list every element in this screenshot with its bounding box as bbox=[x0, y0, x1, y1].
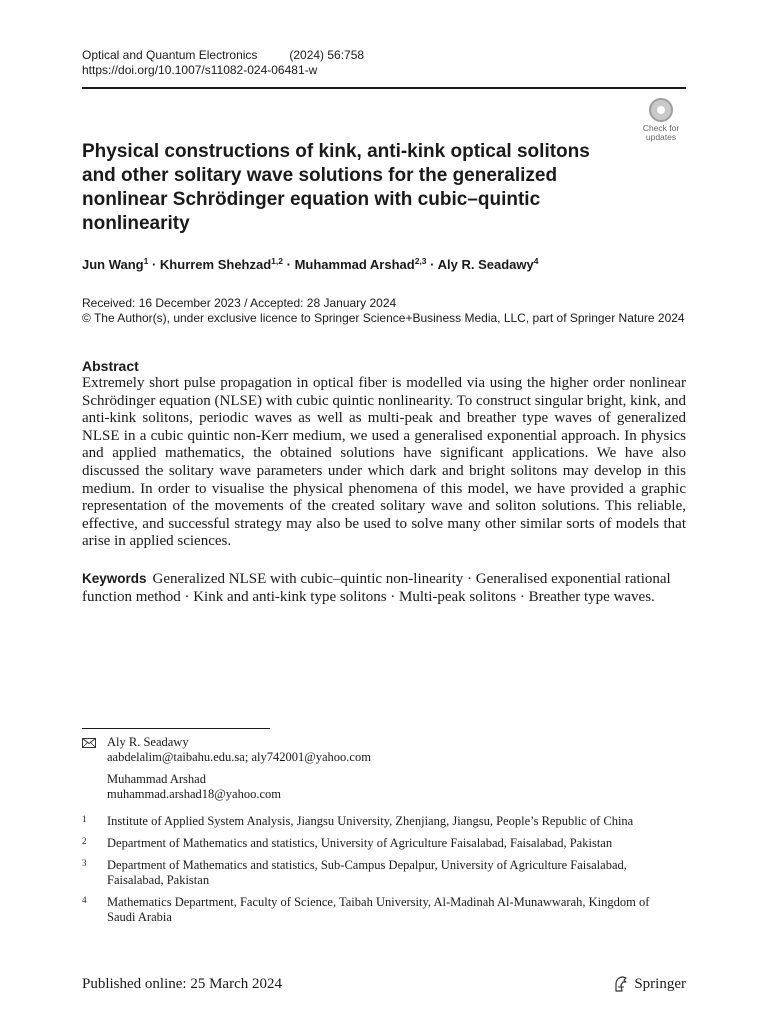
author-affiliation-marker: 4 bbox=[533, 256, 539, 266]
copyright-notice: © The Author(s), under exclusive licence to Springer Science+Business Media, LLC, part of Springer Nature 2024 bbox=[82, 311, 685, 325]
author-separator: · bbox=[283, 257, 295, 272]
keywords-text: Generalized NLSE with cubic–quintic non-linearity · Generalised exponential rational function method · Kink and anti-kink type solitons · Multi-peak solitons · Breather type waves. bbox=[82, 571, 671, 605]
envelope-icon bbox=[82, 738, 96, 748]
author-separator: · bbox=[426, 257, 438, 272]
keywords bbox=[82, 570, 686, 606]
journal-name: Optical and Quantum Electronics bbox=[82, 48, 258, 62]
author-affiliation-marker: 1 bbox=[143, 256, 149, 266]
abstract-text: Extremely short pulse propagation in optical fiber is modelled via using the higher order nonlinear Schrödinger equation (NLSE) with cubic quintic nonlinearity. To construct singular bright, kink, and anti-kink solitons, periodic waves as well as multi-peak and breather type waves of generalized NLSE in a cubic quintic non-Kerr medium, we used a generalised exponential approach. In physics and applied mathematics, the obtained solutions have significant applications. We have also discussed the solitary wave parameters under which dark and bright solitons may develop in this medium. In order to visualise the physical phenomena of this model, we have provided a graphic representation of the movements of the created solitary wave and soliton solutions. This reliable, effective, and successful strategy may also be used to solve many other similar sorts of models that arise in applied sciences. bbox=[82, 375, 686, 550]
check-for-updates-label: Check for updates bbox=[642, 123, 680, 142]
published-online-date: Published online: 25 March 2024 bbox=[82, 976, 282, 992]
corresponding-author-name: Muhammad Arshad bbox=[107, 772, 206, 786]
corresponding-author-name: Aly R. Seadawy bbox=[107, 735, 189, 749]
doi-link[interactable]: https://doi.org/10.1007/s11082-024-06481-w bbox=[82, 63, 318, 77]
author-affiliation-marker: 1,2 bbox=[271, 256, 283, 266]
header-divider bbox=[82, 87, 686, 89]
affiliation-text: Department of Mathematics and statistics, Sub-Campus Depalpur, University of Agriculture Faisalabad, Faisalabad, Pakistan bbox=[107, 858, 627, 887]
journal-header bbox=[82, 48, 686, 78]
footnote-divider bbox=[82, 728, 270, 729]
check-for-updates-icon bbox=[649, 98, 673, 122]
publisher-logo[interactable] bbox=[613, 975, 686, 993]
keywords-label: Keywords bbox=[82, 571, 147, 586]
affiliation-item bbox=[82, 836, 686, 851]
author-name[interactable]: Jun Wang bbox=[82, 257, 144, 272]
correspondence bbox=[82, 735, 686, 809]
publisher-name: Springer bbox=[634, 976, 686, 992]
check-for-updates-badge[interactable] bbox=[636, 98, 686, 142]
affiliation-number: 4 bbox=[82, 895, 87, 905]
journal-line bbox=[82, 48, 686, 63]
paper-title: Physical constructions of kink, anti-kink optical solitons and other solitary wave solutions for the generalized nonlinear Schrödinger equation with cubic–quintic nonlinearity bbox=[82, 141, 590, 234]
affiliation-text: Department of Mathematics and statistics, University of Agriculture Faisalabad, Faisalabad, Pakistan bbox=[107, 836, 613, 850]
affiliation-item bbox=[82, 814, 686, 829]
author-name[interactable]: Aly R. Seadawy bbox=[437, 257, 534, 272]
corresponding-author-email[interactable]: muhammad.arshad18@yahoo.com bbox=[107, 787, 281, 801]
affiliation-item bbox=[82, 895, 686, 925]
received-accepted-dates: Received: 16 December 2023 / Accepted: 28 January 2024 bbox=[82, 296, 397, 310]
affiliation-text: Institute of Applied System Analysis, Jiangsu University, Zhenjiang, Jiangsu, People’s Republic of China bbox=[107, 814, 634, 828]
affiliation-number: 2 bbox=[82, 836, 87, 846]
affiliation-number: 1 bbox=[82, 814, 87, 824]
corresponding-author bbox=[107, 735, 686, 765]
corresponding-author-email[interactable]: aabdelalim@taibahu.edu.sa; aly742001@yahoo.com bbox=[107, 750, 371, 764]
affiliation-number: 3 bbox=[82, 858, 87, 868]
affiliation-list bbox=[82, 814, 686, 932]
abstract-heading: Abstract bbox=[82, 358, 139, 374]
author-name[interactable]: Muhammad Arshad bbox=[294, 257, 415, 272]
author-name[interactable]: Khurrem Shehzad bbox=[159, 257, 272, 272]
affiliation-text: Mathematics Department, Faculty of Science, Taibah University, Al-Madinah Al-Munawwarah, Kingdom of Saudi Arabia bbox=[107, 895, 650, 924]
citation: (2024) 56:758 bbox=[289, 48, 365, 62]
author-list bbox=[82, 256, 686, 274]
corresponding-author bbox=[107, 772, 686, 802]
author-separator: · bbox=[148, 257, 160, 272]
affiliation-item bbox=[82, 858, 686, 888]
springer-horse-icon bbox=[613, 975, 629, 993]
publication-info bbox=[82, 296, 686, 326]
author-affiliation-marker: 2,3 bbox=[414, 256, 427, 266]
